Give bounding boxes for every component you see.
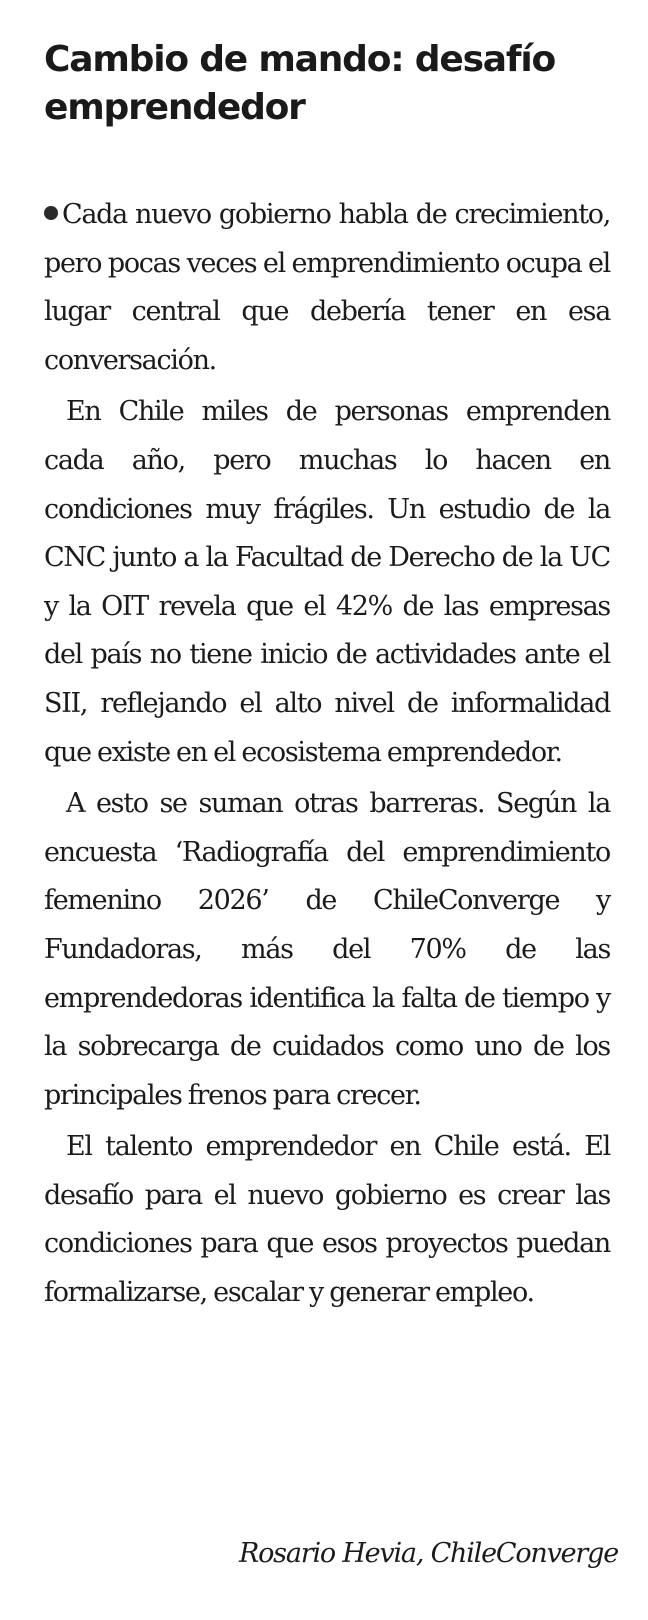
author-signature: Rosario Hevia, ChileConverge [239, 1538, 618, 1569]
paragraph-4: El talento emprendedor en Chile está. El desafío para el nuevo gobierno es crear las condiciones para que esos proyectos puedan formalizarse, escalar y generar empleo. [44, 1131, 610, 1309]
article-body [44, 191, 610, 1318]
bullet-icon [44, 206, 58, 220]
paragraph-3: A esto se suman otras barreras. Según la encuesta ‘Radiografía del emprendimiento femenino 2026’ de ChileConverge y Fundadoras, más del 70% de las emprendedoras identifica la falta de tiempo y la sobrecarga de cuidados como uno de los principales frenos para crecer. [44, 788, 610, 1111]
paragraph-2: En Chile miles de personas emprenden cada año, pero muchas lo hacen en condiciones muy frágiles. Un estudio de la CNC junto a la Facultad de Derecho de la UC y la OIT revela que el 42% de las empresas del país no tiene inicio de actividades ante el SII, reflejando el alto nivel de informalidad que existe en el ecosistema emprendedor. [44, 396, 610, 768]
article-title: Cambio de mando: desafío emprendedor [44, 39, 556, 128]
article [44, 36, 610, 1321]
paragraph-1 [44, 191, 610, 385]
paragraph-1-text: Cada nuevo gobierno habla de crecimiento, pero pocas veces el emprendimiento ocupa el lugar central que debería tener en esa conversación. [44, 199, 610, 376]
